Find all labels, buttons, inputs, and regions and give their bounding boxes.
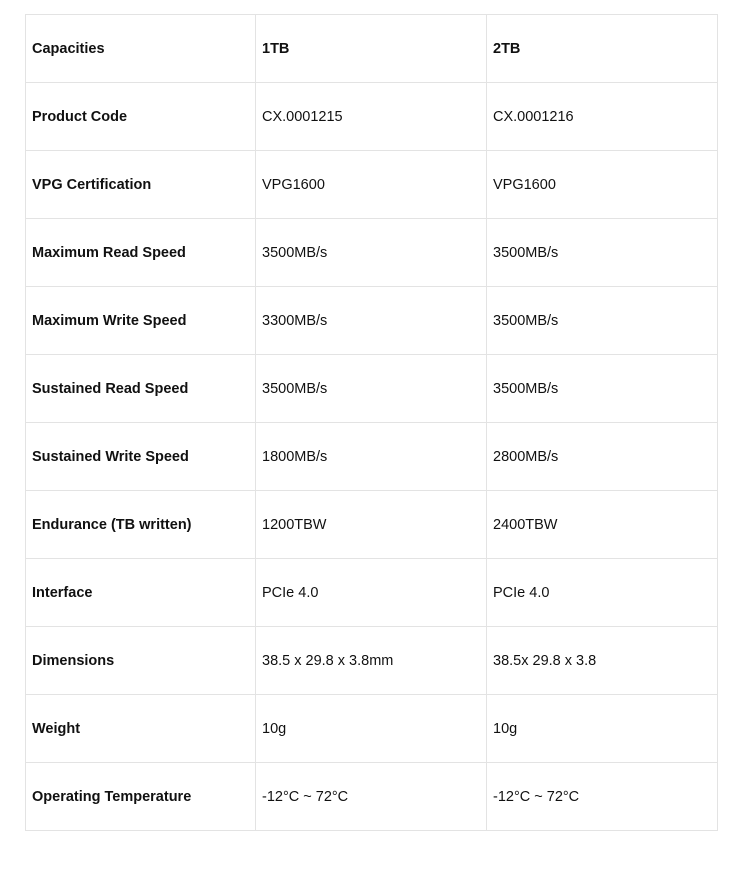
row-value-1tb: 3500MB/s bbox=[256, 355, 487, 423]
row-label: Sustained Read Speed bbox=[26, 355, 256, 423]
row-label: VPG Certification bbox=[26, 151, 256, 219]
row-value-1tb: 1800MB/s bbox=[256, 423, 487, 491]
table-row bbox=[26, 423, 718, 491]
row-label: Maximum Write Speed bbox=[26, 287, 256, 355]
header-label-cell: Capacities bbox=[26, 15, 256, 83]
row-value-2tb: -12°C ~ 72°C bbox=[487, 763, 718, 831]
row-value-1tb: 1200TBW bbox=[256, 491, 487, 559]
row-value-2tb: VPG1600 bbox=[487, 151, 718, 219]
table-row bbox=[26, 355, 718, 423]
row-value-1tb: -12°C ~ 72°C bbox=[256, 763, 487, 831]
row-label: Dimensions bbox=[26, 627, 256, 695]
row-value-2tb: 2400TBW bbox=[487, 491, 718, 559]
row-value-1tb: 3500MB/s bbox=[256, 219, 487, 287]
row-label: Weight bbox=[26, 695, 256, 763]
table-row bbox=[26, 491, 718, 559]
table-header-row bbox=[26, 15, 718, 83]
row-value-1tb: 3300MB/s bbox=[256, 287, 487, 355]
table-row bbox=[26, 219, 718, 287]
row-value-2tb: CX.0001216 bbox=[487, 83, 718, 151]
row-value-1tb: VPG1600 bbox=[256, 151, 487, 219]
row-label: Endurance (TB written) bbox=[26, 491, 256, 559]
row-value-2tb: 3500MB/s bbox=[487, 355, 718, 423]
row-label: Product Code bbox=[26, 83, 256, 151]
row-label: Sustained Write Speed bbox=[26, 423, 256, 491]
row-label: Interface bbox=[26, 559, 256, 627]
row-value-1tb: 10g bbox=[256, 695, 487, 763]
row-value-1tb: PCIe 4.0 bbox=[256, 559, 487, 627]
row-value-1tb: CX.0001215 bbox=[256, 83, 487, 151]
table-row bbox=[26, 83, 718, 151]
row-label: Operating Temperature bbox=[26, 763, 256, 831]
row-value-2tb: 38.5x 29.8 x 3.8 bbox=[487, 627, 718, 695]
header-capacity-2tb: 2TB bbox=[487, 15, 718, 83]
row-value-2tb: 3500MB/s bbox=[487, 287, 718, 355]
spec-table bbox=[25, 14, 718, 831]
row-label: Maximum Read Speed bbox=[26, 219, 256, 287]
row-value-2tb: 10g bbox=[487, 695, 718, 763]
row-value-2tb: 3500MB/s bbox=[487, 219, 718, 287]
row-value-2tb: PCIe 4.0 bbox=[487, 559, 718, 627]
table-row bbox=[26, 627, 718, 695]
table-row bbox=[26, 287, 718, 355]
header-capacity-1tb: 1TB bbox=[256, 15, 487, 83]
table-row bbox=[26, 695, 718, 763]
table-row bbox=[26, 151, 718, 219]
row-value-2tb: 2800MB/s bbox=[487, 423, 718, 491]
table-row bbox=[26, 763, 718, 831]
table-row bbox=[26, 559, 718, 627]
row-value-1tb: 38.5 x 29.8 x 3.8mm bbox=[256, 627, 487, 695]
